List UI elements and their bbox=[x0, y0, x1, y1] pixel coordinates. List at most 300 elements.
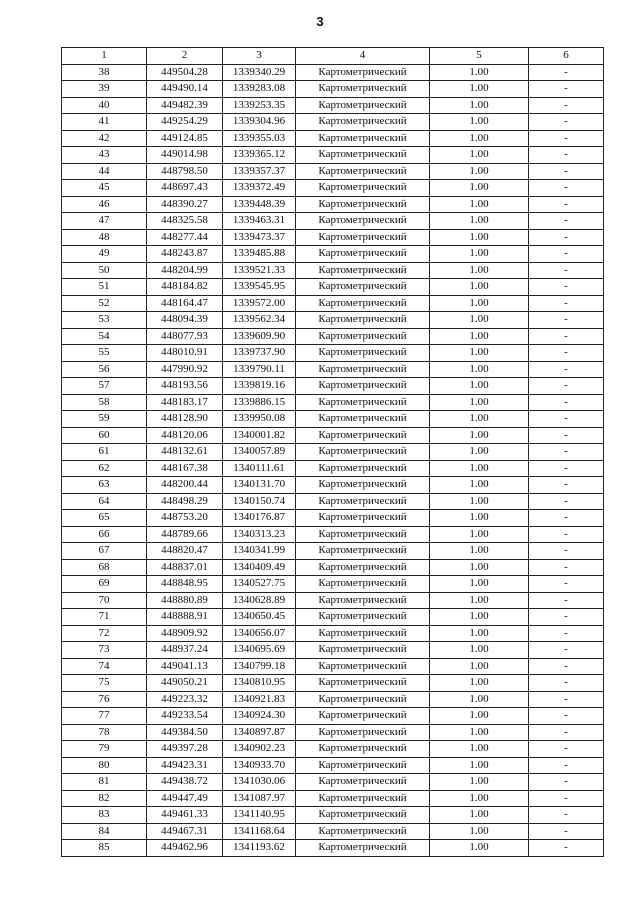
note-cell: - bbox=[529, 460, 604, 477]
y-coordinate-cell: 1339340.29 bbox=[223, 64, 296, 81]
table-row bbox=[62, 427, 604, 444]
method-cell: Картометрический bbox=[296, 708, 430, 725]
note-cell: - bbox=[529, 741, 604, 758]
point-number-cell: 62 bbox=[62, 460, 147, 477]
point-number-cell: 85 bbox=[62, 840, 147, 857]
y-coordinate-cell: 1340628.89 bbox=[223, 592, 296, 609]
precision-cell: 1.00 bbox=[430, 427, 529, 444]
method-cell: Картометрический bbox=[296, 411, 430, 428]
precision-cell: 1.00 bbox=[430, 147, 529, 164]
x-coordinate-cell: 448498.29 bbox=[147, 493, 223, 510]
table-row bbox=[62, 312, 604, 329]
x-coordinate-cell: 448204.99 bbox=[147, 262, 223, 279]
y-coordinate-cell: 1339562.34 bbox=[223, 312, 296, 329]
point-number-cell: 82 bbox=[62, 790, 147, 807]
y-coordinate-cell: 1340001.82 bbox=[223, 427, 296, 444]
table-row bbox=[62, 526, 604, 543]
point-number-cell: 64 bbox=[62, 493, 147, 510]
note-cell: - bbox=[529, 196, 604, 213]
precision-cell: 1.00 bbox=[430, 361, 529, 378]
method-cell: Картометрический bbox=[296, 246, 430, 263]
precision-cell: 1.00 bbox=[430, 559, 529, 576]
x-coordinate-cell: 448183.17 bbox=[147, 394, 223, 411]
point-number-cell: 41 bbox=[62, 114, 147, 131]
table-row bbox=[62, 411, 604, 428]
method-cell: Картометрический bbox=[296, 196, 430, 213]
note-cell: - bbox=[529, 658, 604, 675]
precision-cell: 1.00 bbox=[430, 460, 529, 477]
table-row bbox=[62, 510, 604, 527]
y-coordinate-cell: 1339253.35 bbox=[223, 97, 296, 114]
table-row bbox=[62, 97, 604, 114]
table-row bbox=[62, 559, 604, 576]
table-row bbox=[62, 757, 604, 774]
note-cell: - bbox=[529, 328, 604, 345]
method-cell: Картометрический bbox=[296, 295, 430, 312]
point-number-cell: 54 bbox=[62, 328, 147, 345]
table-row bbox=[62, 790, 604, 807]
table-row bbox=[62, 262, 604, 279]
note-cell: - bbox=[529, 790, 604, 807]
note-cell: - bbox=[529, 592, 604, 609]
y-coordinate-cell: 1339886.15 bbox=[223, 394, 296, 411]
method-cell: Картометрический bbox=[296, 840, 430, 857]
column-header-1: 1 bbox=[62, 48, 147, 65]
method-cell: Картометрический bbox=[296, 64, 430, 81]
precision-cell: 1.00 bbox=[430, 64, 529, 81]
x-coordinate-cell: 449233.54 bbox=[147, 708, 223, 725]
note-cell: - bbox=[529, 576, 604, 593]
method-cell: Картометрический bbox=[296, 328, 430, 345]
x-coordinate-cell: 448010.91 bbox=[147, 345, 223, 362]
point-number-cell: 38 bbox=[62, 64, 147, 81]
precision-cell: 1.00 bbox=[430, 724, 529, 741]
note-cell: - bbox=[529, 411, 604, 428]
y-coordinate-cell: 1339545.95 bbox=[223, 279, 296, 296]
x-coordinate-cell: 448848.95 bbox=[147, 576, 223, 593]
column-header-5: 5 bbox=[430, 48, 529, 65]
point-number-cell: 56 bbox=[62, 361, 147, 378]
precision-cell: 1.00 bbox=[430, 576, 529, 593]
x-coordinate-cell: 448820.47 bbox=[147, 543, 223, 560]
y-coordinate-cell: 1340131.70 bbox=[223, 477, 296, 494]
x-coordinate-cell: 448167.38 bbox=[147, 460, 223, 477]
note-cell: - bbox=[529, 427, 604, 444]
point-number-cell: 50 bbox=[62, 262, 147, 279]
table-row bbox=[62, 229, 604, 246]
method-cell: Картометрический bbox=[296, 394, 430, 411]
method-cell: Картометрический bbox=[296, 625, 430, 642]
note-cell: - bbox=[529, 213, 604, 230]
x-coordinate-cell: 449041.13 bbox=[147, 658, 223, 675]
column-header-2: 2 bbox=[147, 48, 223, 65]
method-cell: Картометрический bbox=[296, 642, 430, 659]
x-coordinate-cell: 448937.24 bbox=[147, 642, 223, 659]
point-number-cell: 84 bbox=[62, 823, 147, 840]
table-row bbox=[62, 130, 604, 147]
precision-cell: 1.00 bbox=[430, 691, 529, 708]
table-row bbox=[62, 279, 604, 296]
y-coordinate-cell: 1340933.70 bbox=[223, 757, 296, 774]
x-coordinate-cell: 448120.06 bbox=[147, 427, 223, 444]
method-cell: Картометрический bbox=[296, 279, 430, 296]
x-coordinate-cell: 449223.32 bbox=[147, 691, 223, 708]
y-coordinate-cell: 1339463.31 bbox=[223, 213, 296, 230]
y-coordinate-cell: 1340656.07 bbox=[223, 625, 296, 642]
table-row bbox=[62, 724, 604, 741]
x-coordinate-cell: 448193.56 bbox=[147, 378, 223, 395]
note-cell: - bbox=[529, 246, 604, 263]
note-cell: - bbox=[529, 675, 604, 692]
precision-cell: 1.00 bbox=[430, 609, 529, 626]
x-coordinate-cell: 448243.87 bbox=[147, 246, 223, 263]
point-number-cell: 81 bbox=[62, 774, 147, 791]
point-number-cell: 46 bbox=[62, 196, 147, 213]
x-coordinate-cell: 449124.85 bbox=[147, 130, 223, 147]
table-row bbox=[62, 625, 604, 642]
point-number-cell: 55 bbox=[62, 345, 147, 362]
note-cell: - bbox=[529, 295, 604, 312]
table-row bbox=[62, 592, 604, 609]
x-coordinate-cell: 449438.72 bbox=[147, 774, 223, 791]
table-body bbox=[62, 64, 604, 856]
y-coordinate-cell: 1339448.39 bbox=[223, 196, 296, 213]
point-number-cell: 40 bbox=[62, 97, 147, 114]
note-cell: - bbox=[529, 559, 604, 576]
method-cell: Картометрический bbox=[296, 658, 430, 675]
y-coordinate-cell: 1339365.12 bbox=[223, 147, 296, 164]
precision-cell: 1.00 bbox=[430, 840, 529, 857]
precision-cell: 1.00 bbox=[430, 130, 529, 147]
method-cell: Картометрический bbox=[296, 592, 430, 609]
method-cell: Картометрический bbox=[296, 691, 430, 708]
x-coordinate-cell: 449482.39 bbox=[147, 97, 223, 114]
note-cell: - bbox=[529, 378, 604, 395]
coordinates-table bbox=[61, 47, 604, 857]
precision-cell: 1.00 bbox=[430, 708, 529, 725]
y-coordinate-cell: 1339572.00 bbox=[223, 295, 296, 312]
table-row bbox=[62, 246, 604, 263]
note-cell: - bbox=[529, 840, 604, 857]
precision-cell: 1.00 bbox=[430, 295, 529, 312]
table-row bbox=[62, 543, 604, 560]
note-cell: - bbox=[529, 262, 604, 279]
y-coordinate-cell: 1340799.18 bbox=[223, 658, 296, 675]
point-number-cell: 61 bbox=[62, 444, 147, 461]
method-cell: Картометрический bbox=[296, 823, 430, 840]
table-row bbox=[62, 823, 604, 840]
method-cell: Картометрический bbox=[296, 741, 430, 758]
precision-cell: 1.00 bbox=[430, 246, 529, 263]
point-number-cell: 69 bbox=[62, 576, 147, 593]
note-cell: - bbox=[529, 609, 604, 626]
y-coordinate-cell: 1340897.87 bbox=[223, 724, 296, 741]
x-coordinate-cell: 447990.92 bbox=[147, 361, 223, 378]
x-coordinate-cell: 448200.44 bbox=[147, 477, 223, 494]
point-number-cell: 45 bbox=[62, 180, 147, 197]
point-number-cell: 59 bbox=[62, 411, 147, 428]
method-cell: Картометрический bbox=[296, 444, 430, 461]
note-cell: - bbox=[529, 64, 604, 81]
x-coordinate-cell: 449014.98 bbox=[147, 147, 223, 164]
table-row bbox=[62, 658, 604, 675]
method-cell: Картометрический bbox=[296, 510, 430, 527]
method-cell: Картометрический bbox=[296, 147, 430, 164]
point-number-cell: 66 bbox=[62, 526, 147, 543]
precision-cell: 1.00 bbox=[430, 345, 529, 362]
precision-cell: 1.00 bbox=[430, 675, 529, 692]
note-cell: - bbox=[529, 147, 604, 164]
column-header-4: 4 bbox=[296, 48, 430, 65]
point-number-cell: 73 bbox=[62, 642, 147, 659]
point-number-cell: 80 bbox=[62, 757, 147, 774]
table-row bbox=[62, 444, 604, 461]
y-coordinate-cell: 1340650.45 bbox=[223, 609, 296, 626]
point-number-cell: 51 bbox=[62, 279, 147, 296]
y-coordinate-cell: 1339950.08 bbox=[223, 411, 296, 428]
y-coordinate-cell: 1339790.11 bbox=[223, 361, 296, 378]
x-coordinate-cell: 449397.28 bbox=[147, 741, 223, 758]
note-cell: - bbox=[529, 114, 604, 131]
y-coordinate-cell: 1339819.16 bbox=[223, 378, 296, 395]
x-coordinate-cell: 448094.39 bbox=[147, 312, 223, 329]
x-coordinate-cell: 448277.44 bbox=[147, 229, 223, 246]
x-coordinate-cell: 448164.47 bbox=[147, 295, 223, 312]
note-cell: - bbox=[529, 130, 604, 147]
note-cell: - bbox=[529, 724, 604, 741]
note-cell: - bbox=[529, 97, 604, 114]
table-row bbox=[62, 163, 604, 180]
method-cell: Картометрический bbox=[296, 543, 430, 560]
precision-cell: 1.00 bbox=[430, 807, 529, 824]
column-header-3: 3 bbox=[223, 48, 296, 65]
y-coordinate-cell: 1340924.30 bbox=[223, 708, 296, 725]
note-cell: - bbox=[529, 163, 604, 180]
note-cell: - bbox=[529, 510, 604, 527]
point-number-cell: 43 bbox=[62, 147, 147, 164]
precision-cell: 1.00 bbox=[430, 592, 529, 609]
x-coordinate-cell: 448077.93 bbox=[147, 328, 223, 345]
table-row bbox=[62, 147, 604, 164]
y-coordinate-cell: 1340695.69 bbox=[223, 642, 296, 659]
table-row bbox=[62, 691, 604, 708]
table-row bbox=[62, 213, 604, 230]
table-row bbox=[62, 477, 604, 494]
x-coordinate-cell: 448128.90 bbox=[147, 411, 223, 428]
point-number-cell: 79 bbox=[62, 741, 147, 758]
x-coordinate-cell: 449461.33 bbox=[147, 807, 223, 824]
point-number-cell: 75 bbox=[62, 675, 147, 692]
y-coordinate-cell: 1339304.96 bbox=[223, 114, 296, 131]
x-coordinate-cell: 449504.28 bbox=[147, 64, 223, 81]
table-row bbox=[62, 114, 604, 131]
table-row bbox=[62, 64, 604, 81]
point-number-cell: 58 bbox=[62, 394, 147, 411]
point-number-cell: 47 bbox=[62, 213, 147, 230]
note-cell: - bbox=[529, 691, 604, 708]
y-coordinate-cell: 1340313.23 bbox=[223, 526, 296, 543]
point-number-cell: 52 bbox=[62, 295, 147, 312]
point-number-cell: 57 bbox=[62, 378, 147, 395]
method-cell: Картометрический bbox=[296, 361, 430, 378]
x-coordinate-cell: 449050.21 bbox=[147, 675, 223, 692]
table-row bbox=[62, 345, 604, 362]
y-coordinate-cell: 1341087.97 bbox=[223, 790, 296, 807]
method-cell: Картометрический bbox=[296, 229, 430, 246]
note-cell: - bbox=[529, 477, 604, 494]
table-row bbox=[62, 196, 604, 213]
point-number-cell: 60 bbox=[62, 427, 147, 444]
table-row bbox=[62, 460, 604, 477]
note-cell: - bbox=[529, 312, 604, 329]
precision-cell: 1.00 bbox=[430, 493, 529, 510]
precision-cell: 1.00 bbox=[430, 229, 529, 246]
method-cell: Картометрический bbox=[296, 576, 430, 593]
table-row bbox=[62, 493, 604, 510]
x-coordinate-cell: 448909.92 bbox=[147, 625, 223, 642]
precision-cell: 1.00 bbox=[430, 741, 529, 758]
method-cell: Картометрический bbox=[296, 559, 430, 576]
method-cell: Картометрический bbox=[296, 807, 430, 824]
x-coordinate-cell: 449467.31 bbox=[147, 823, 223, 840]
precision-cell: 1.00 bbox=[430, 81, 529, 98]
method-cell: Картометрический bbox=[296, 312, 430, 329]
column-header-6: 6 bbox=[529, 48, 604, 65]
precision-cell: 1.00 bbox=[430, 625, 529, 642]
precision-cell: 1.00 bbox=[430, 378, 529, 395]
precision-cell: 1.00 bbox=[430, 312, 529, 329]
x-coordinate-cell: 449490.14 bbox=[147, 81, 223, 98]
note-cell: - bbox=[529, 625, 604, 642]
precision-cell: 1.00 bbox=[430, 213, 529, 230]
precision-cell: 1.00 bbox=[430, 658, 529, 675]
point-number-cell: 74 bbox=[62, 658, 147, 675]
method-cell: Картометрический bbox=[296, 163, 430, 180]
precision-cell: 1.00 bbox=[430, 411, 529, 428]
y-coordinate-cell: 1341140.95 bbox=[223, 807, 296, 824]
precision-cell: 1.00 bbox=[430, 543, 529, 560]
method-cell: Картометрический bbox=[296, 790, 430, 807]
precision-cell: 1.00 bbox=[430, 823, 529, 840]
x-coordinate-cell: 449462.96 bbox=[147, 840, 223, 857]
precision-cell: 1.00 bbox=[430, 526, 529, 543]
point-number-cell: 39 bbox=[62, 81, 147, 98]
method-cell: Картометрический bbox=[296, 724, 430, 741]
note-cell: - bbox=[529, 229, 604, 246]
point-number-cell: 44 bbox=[62, 163, 147, 180]
x-coordinate-cell: 448697.43 bbox=[147, 180, 223, 197]
x-coordinate-cell: 448888.91 bbox=[147, 609, 223, 626]
point-number-cell: 78 bbox=[62, 724, 147, 741]
point-number-cell: 63 bbox=[62, 477, 147, 494]
y-coordinate-cell: 1340150.74 bbox=[223, 493, 296, 510]
point-number-cell: 53 bbox=[62, 312, 147, 329]
note-cell: - bbox=[529, 345, 604, 362]
note-cell: - bbox=[529, 543, 604, 560]
x-coordinate-cell: 448753.20 bbox=[147, 510, 223, 527]
y-coordinate-cell: 1340111.61 bbox=[223, 460, 296, 477]
table-row bbox=[62, 675, 604, 692]
note-cell: - bbox=[529, 642, 604, 659]
x-coordinate-cell: 448390.27 bbox=[147, 196, 223, 213]
method-cell: Картометрический bbox=[296, 460, 430, 477]
method-cell: Картометрический bbox=[296, 609, 430, 626]
point-number-cell: 67 bbox=[62, 543, 147, 560]
point-number-cell: 68 bbox=[62, 559, 147, 576]
y-coordinate-cell: 1340527.75 bbox=[223, 576, 296, 593]
y-coordinate-cell: 1339521.33 bbox=[223, 262, 296, 279]
y-coordinate-cell: 1340902.23 bbox=[223, 741, 296, 758]
precision-cell: 1.00 bbox=[430, 279, 529, 296]
table-row bbox=[62, 708, 604, 725]
table-row bbox=[62, 394, 604, 411]
point-number-cell: 70 bbox=[62, 592, 147, 609]
table-row bbox=[62, 774, 604, 791]
table-row bbox=[62, 378, 604, 395]
method-cell: Картометрический bbox=[296, 81, 430, 98]
note-cell: - bbox=[529, 444, 604, 461]
note-cell: - bbox=[529, 81, 604, 98]
note-cell: - bbox=[529, 774, 604, 791]
table-row bbox=[62, 840, 604, 857]
point-number-cell: 65 bbox=[62, 510, 147, 527]
table-row bbox=[62, 576, 604, 593]
point-number-cell: 48 bbox=[62, 229, 147, 246]
y-coordinate-cell: 1341193.62 bbox=[223, 840, 296, 857]
method-cell: Картометрический bbox=[296, 130, 430, 147]
x-coordinate-cell: 449423.31 bbox=[147, 757, 223, 774]
precision-cell: 1.00 bbox=[430, 642, 529, 659]
method-cell: Картометрический bbox=[296, 114, 430, 131]
note-cell: - bbox=[529, 807, 604, 824]
y-coordinate-cell: 1340921.83 bbox=[223, 691, 296, 708]
precision-cell: 1.00 bbox=[430, 97, 529, 114]
table-row bbox=[62, 328, 604, 345]
table-row bbox=[62, 609, 604, 626]
table-row bbox=[62, 741, 604, 758]
method-cell: Картометрический bbox=[296, 97, 430, 114]
note-cell: - bbox=[529, 526, 604, 543]
y-coordinate-cell: 1339609.90 bbox=[223, 328, 296, 345]
note-cell: - bbox=[529, 394, 604, 411]
precision-cell: 1.00 bbox=[430, 477, 529, 494]
method-cell: Картометрический bbox=[296, 493, 430, 510]
note-cell: - bbox=[529, 493, 604, 510]
point-number-cell: 83 bbox=[62, 807, 147, 824]
table-row bbox=[62, 295, 604, 312]
x-coordinate-cell: 448132.61 bbox=[147, 444, 223, 461]
table-row bbox=[62, 81, 604, 98]
method-cell: Картометрический bbox=[296, 675, 430, 692]
note-cell: - bbox=[529, 708, 604, 725]
note-cell: - bbox=[529, 823, 604, 840]
precision-cell: 1.00 bbox=[430, 180, 529, 197]
method-cell: Картометрический bbox=[296, 774, 430, 791]
precision-cell: 1.00 bbox=[430, 262, 529, 279]
x-coordinate-cell: 449447.49 bbox=[147, 790, 223, 807]
y-coordinate-cell: 1340810.95 bbox=[223, 675, 296, 692]
y-coordinate-cell: 1339283.08 bbox=[223, 81, 296, 98]
precision-cell: 1.00 bbox=[430, 394, 529, 411]
y-coordinate-cell: 1339485.88 bbox=[223, 246, 296, 263]
method-cell: Картометрический bbox=[296, 262, 430, 279]
y-coordinate-cell: 1340341.99 bbox=[223, 543, 296, 560]
x-coordinate-cell: 448837.01 bbox=[147, 559, 223, 576]
precision-cell: 1.00 bbox=[430, 444, 529, 461]
method-cell: Картометрический bbox=[296, 213, 430, 230]
y-coordinate-cell: 1341030.06 bbox=[223, 774, 296, 791]
y-coordinate-cell: 1341168.64 bbox=[223, 823, 296, 840]
